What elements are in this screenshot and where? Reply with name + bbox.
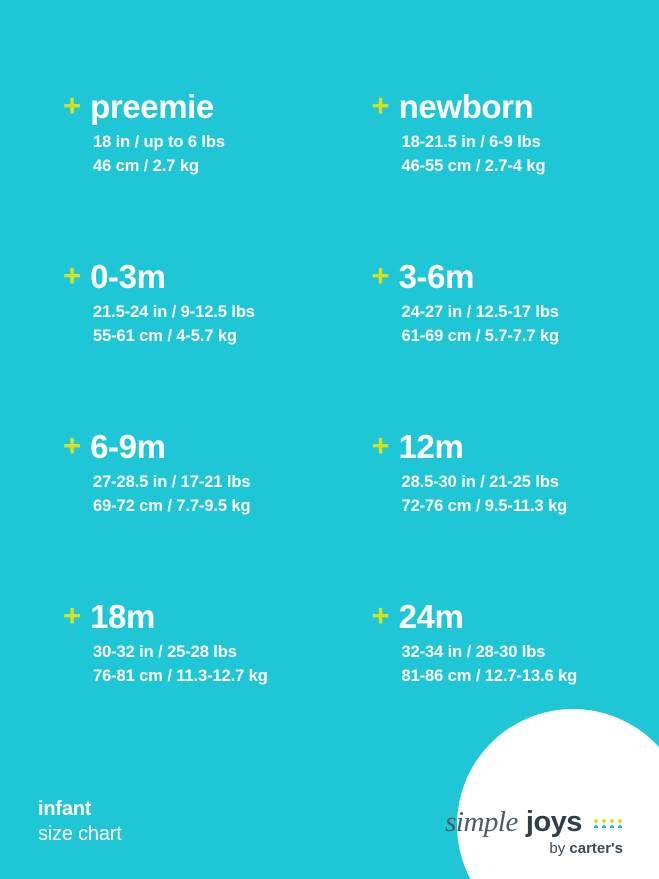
logo-brand-name: carter's <box>569 840 623 857</box>
chart-title <box>38 797 122 847</box>
size-card-preemie <box>0 62 330 232</box>
size-heading <box>63 90 330 123</box>
logo-by-text: by <box>549 840 570 857</box>
logo-dots-icon <box>593 818 623 828</box>
size-card-12m <box>330 402 659 572</box>
brand-logo <box>433 808 623 857</box>
size-heading <box>372 90 659 123</box>
chart-title-line2: size chart <box>38 823 122 845</box>
size-card-3-6m <box>330 232 659 402</box>
plus-icon: + <box>63 88 82 123</box>
size-card-newborn <box>330 62 659 232</box>
size-heading <box>63 430 330 463</box>
size-label: 24m <box>398 598 464 635</box>
size-metric: 46-55 cm / 2.7-4 kg <box>401 157 546 176</box>
logo-wordmark <box>433 808 623 837</box>
size-metric: 61-69 cm / 5.7-7.7 kg <box>401 327 559 346</box>
plus-icon: + <box>371 428 390 463</box>
size-metric: 46 cm / 2.7 kg <box>93 157 199 176</box>
size-imperial: 30-32 in / 25-28 lbs <box>93 643 237 661</box>
size-imperial: 27-28.5 in / 17-21 lbs <box>93 473 251 491</box>
size-imperial: 32-34 in / 28-30 lbs <box>401 643 546 661</box>
plus-icon: + <box>63 258 82 293</box>
size-metric: 69-72 cm / 7.7-9.5 kg <box>93 497 251 516</box>
plus-icon: + <box>63 598 82 633</box>
plus-icon: + <box>63 428 82 463</box>
logo-word-joys: joys <box>525 806 582 838</box>
plus-icon: + <box>371 598 390 633</box>
size-imperial: 21.5-24 in / 9-12.5 lbs <box>93 303 255 321</box>
size-label: 0-3m <box>90 258 166 295</box>
size-heading <box>63 260 330 293</box>
size-imperial: 28.5-30 in / 21-25 lbs <box>401 473 559 491</box>
size-imperial: 24-27 in / 12.5-17 lbs <box>401 303 559 321</box>
size-grid <box>0 62 659 742</box>
size-metric: 55-61 cm / 4-5.7 kg <box>93 327 237 346</box>
size-imperial: 18 in / up to 6 lbs <box>93 133 225 151</box>
size-label: 6-9m <box>90 428 166 465</box>
size-label: 18m <box>90 598 155 635</box>
size-label: 12m <box>398 428 464 465</box>
plus-icon: + <box>371 88 390 123</box>
chart-title-line1: infant <box>38 798 92 820</box>
size-label: 3-6m <box>398 258 475 295</box>
size-card-18m <box>0 572 330 742</box>
size-card-0-3m <box>0 232 330 402</box>
size-metric: 72-76 cm / 9.5-11.3 kg <box>401 497 568 516</box>
size-label: newborn <box>398 88 534 125</box>
logo-word-simple: simple <box>445 806 518 838</box>
size-label: preemie <box>90 88 214 125</box>
plus-icon: + <box>371 258 390 293</box>
size-heading <box>372 600 659 633</box>
size-card-6-9m <box>0 402 330 572</box>
size-metric: 81-86 cm / 12.7-13.6 kg <box>401 667 578 686</box>
logo-byline <box>433 840 623 857</box>
size-heading <box>372 430 659 463</box>
size-metric: 76-81 cm / 11.3-12.7 kg <box>93 667 268 686</box>
size-imperial: 18-21.5 in / 6-9 lbs <box>401 133 541 151</box>
size-heading <box>372 260 659 293</box>
size-heading <box>63 600 330 633</box>
